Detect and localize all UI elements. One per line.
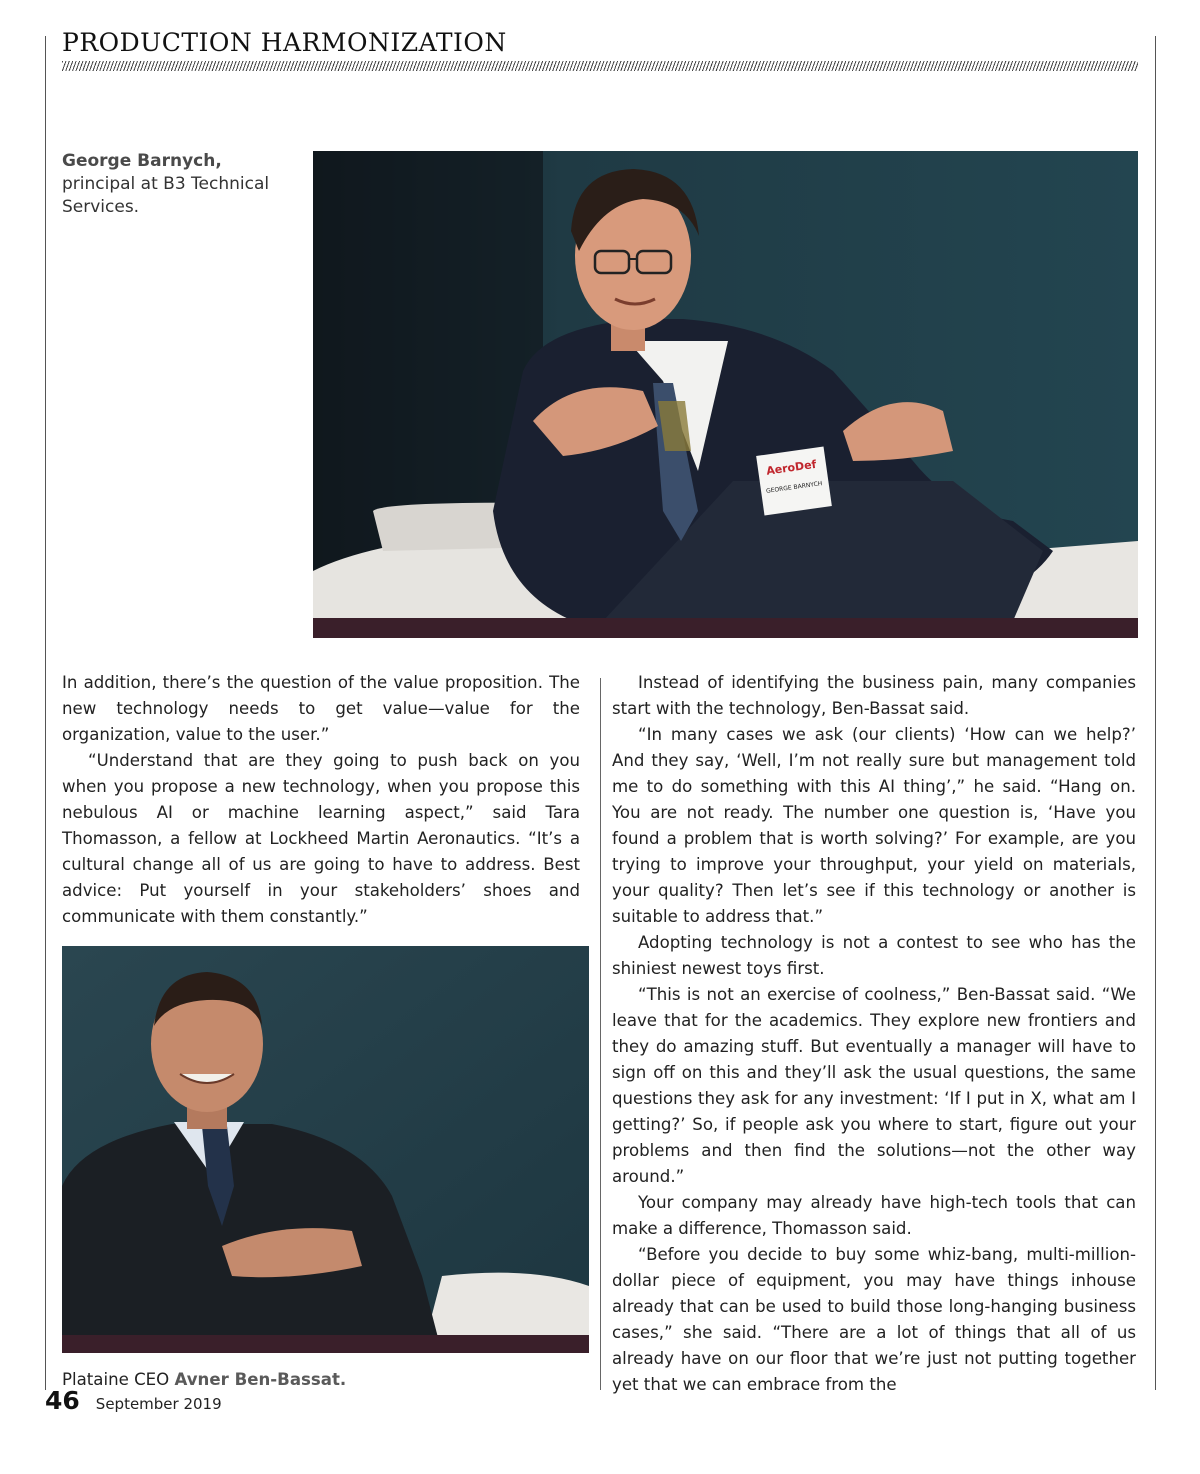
hatched-divider [62,61,1138,71]
speaker-photo-barnych-illustration [313,151,1138,638]
left-margin-rule [45,36,46,1390]
speaker-photo-barnych [313,151,1138,638]
body-paragraph: Adopting technology is not a contest to see who has the shiniest newest toys first. [612,933,1136,978]
caption-person-title: principal at B3 Technical Services. [62,174,270,217]
section-title: PRODUCTION HARMONIZATION [62,28,507,57]
page-number: 46 [45,1386,80,1415]
left-column-text [62,670,580,930]
right-margin-rule [1155,36,1156,1390]
top-photo-caption [62,150,292,219]
page-footer [45,1386,222,1415]
caption-prefix: Plataine CEO [62,1370,175,1389]
body-paragraph: “Before you decide to buy some whiz-bang, multi-million-dollar piece of equipment, you may have things inhouse already that can be used to build those long-hanging business cases,” she said. “There are a lot of things that all of us already have on our floor that we’re just not putting together yet that we can embrace from the [612,1245,1136,1394]
issue-date: September 2019 [95,1395,222,1413]
column-divider [600,678,601,1390]
body-paragraph: “In many cases we ask (our clients) ‘How can we help?’ And they say, ‘Well, I’m not really sure but management told me to do something with this AI thing’,” he said. “Hang on. You are not ready. The number one question is, ‘Have you found a problem that is worth solving?’ For example, are you trying to improve your throughput, your yield on materials, your quality? Then let’s see if this technology or another is suitable to address that.” [612,725,1136,926]
body-paragraph: “This is not an exercise of coolness,” Ben-Bassat said. “We leave that for the academics. They explore new frontiers and they do amazing stuff. But eventually a manager will have to sign off on this and they’ll ask the usual questions, the same questions they ask for any investment: ‘If I put in X, what am I getting?’ So, if people ask you where to start, figure out your problems and then find the solutions—not the other way around.” [612,985,1136,1186]
caption-person-name: Avner Ben-Bassat. [174,1370,347,1389]
badge-logo: AeroDef [765,457,818,478]
right-column-text [612,670,1136,1398]
body-paragraph: Instead of identifying the business pain, many companies start with the technology, Ben-Bassat said. [612,673,1136,718]
badge-name: GEORGE BARNYCH [765,480,823,495]
speaker-photo-ben-bassat-illustration [62,946,589,1353]
speaker-photo-ben-bassat [62,946,589,1353]
body-paragraph: In addition, there’s the question of the value proposition. The new technology needs to get value—value for the organization, value to the user.” [62,673,580,744]
caption-person-name: George Barnych, [62,151,222,171]
body-paragraph: “Understand that are they going to push back on you when you propose a new technology, when you propose this nebulous AI or machine learning aspect,” said Tara Thomasson, a fellow at Lockheed Martin Aeronautics. “It’s a cultural change all of us are going to have to address. Best advice: Put yourself in your stakeholders’ shoes and communicate with them constantly.” [62,751,580,926]
body-paragraph: Your company may already have high-tech tools that can make a difference, Thomasson said. [612,1193,1136,1238]
